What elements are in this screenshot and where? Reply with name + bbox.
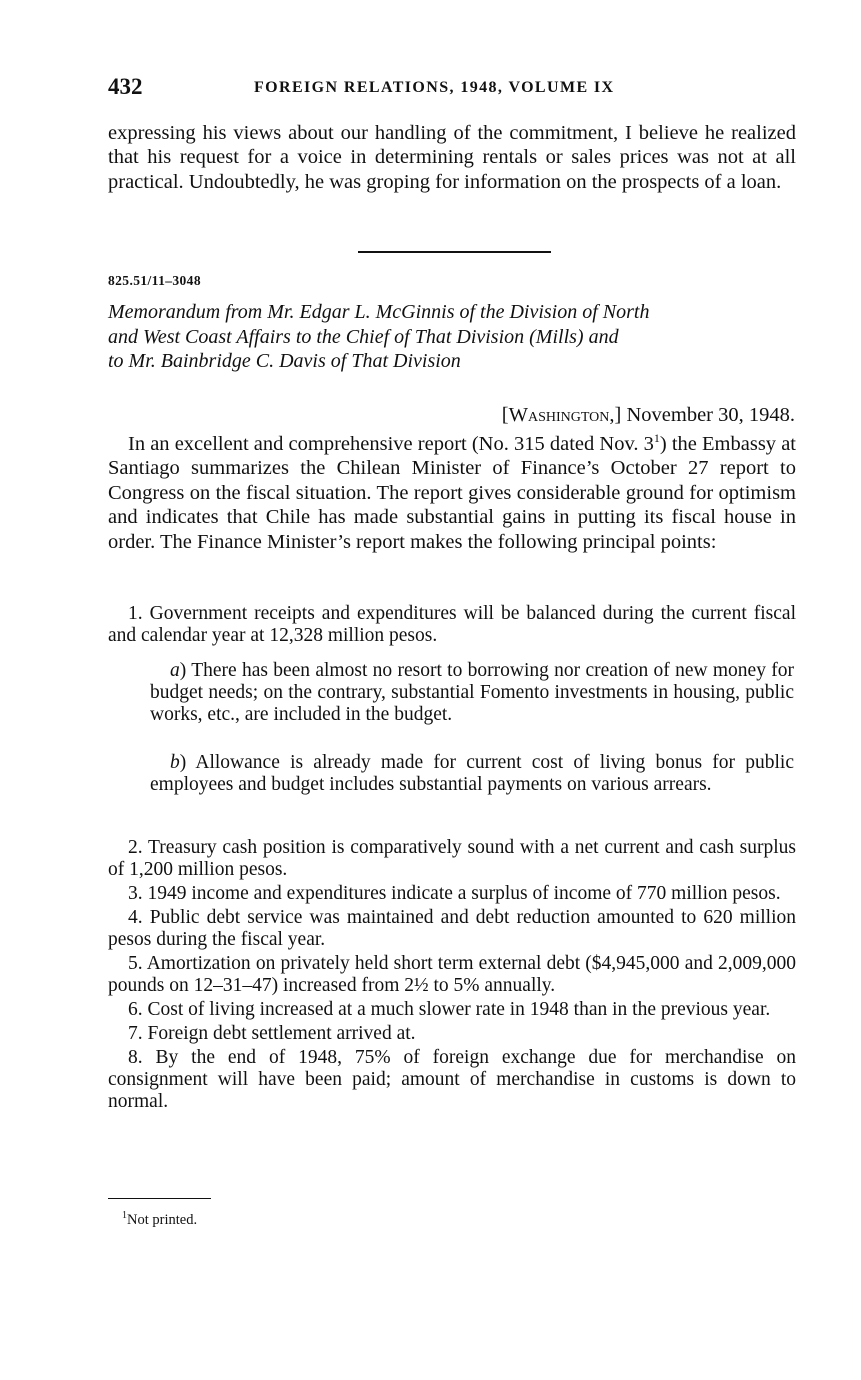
intro-text-continued: ) the Embassy at Santiago summarizes the Chilean Minister of Finance’s October 27 report to Congress on the fiscal situation. The report gives considerable ground for optimism and indicates that Chile has made substantial gains in putting its fiscal house in order. The Finance Minister’s report makes the following principal points: <box>108 433 796 553</box>
sub-item <box>150 660 794 726</box>
continuation-paragraph: expressing his views about our handling of the commitment, I believe he realized that his request for a voice in determining rentals or sales prices was not at all practical. Undoubtedly, he was groping for information on the prospects of a loan. <box>108 122 796 193</box>
file-number: 825.51/11–3048 <box>108 273 201 288</box>
list-item: 6. Cost of living increased at a much slower rate in 1948 than in the previous year. <box>128 999 771 1020</box>
sub-item <box>150 752 794 796</box>
footnote-text: Not printed. <box>127 1212 198 1228</box>
title-line: Memorandum from Mr. Edgar L. McGinnis of the Division of North <box>108 301 650 323</box>
points-list <box>108 837 796 1115</box>
footnote-marker: 1 <box>122 1210 127 1222</box>
list-item: 4. Public debt service was maintained and debt reduction amounted to 620 million pesos during the fiscal year. <box>108 907 796 950</box>
list-item: 8. By the end of 1948, 75% of foreign exchange due for merchandise on consignment will have been paid; amount of merchandise in customs is down to normal. <box>108 1047 796 1112</box>
intro-text: In an excellent and comprehensive report (No. 315 dated Nov. 3 <box>128 433 654 455</box>
page-number: 432 <box>108 74 143 99</box>
list-item: 3. 1949 income and expenditures indicate a surplus of income of 770 million pesos. <box>128 883 781 904</box>
title-line: to Mr. Bainbridge C. Davis of That Division <box>108 350 461 372</box>
footnote-rule <box>108 1198 211 1199</box>
list-item: 7. Foreign debt settlement arrived at. <box>128 1023 416 1044</box>
dateline <box>502 404 795 427</box>
sub-item-text: ) Allowance is already made for current cost of living bonus for public employees and budget includes substantial payments on various arrears. <box>150 752 794 795</box>
sub-item-letter: b <box>170 752 180 773</box>
intro-paragraph <box>108 432 796 554</box>
sub-item-letter: a <box>170 660 180 681</box>
page-header <box>108 74 798 104</box>
document-title <box>108 300 798 374</box>
dateline-date: November 30, 1948. <box>626 404 795 426</box>
section-divider <box>358 251 551 253</box>
sub-item-text: ) There has been almost no resort to borrowing nor creation of new money for budget needs; on the contrary, substantial Fomento investments in housing, public works, etc., are included in the budget. <box>150 660 794 725</box>
running-head: FOREIGN RELATIONS, 1948, VOLUME IX <box>254 79 615 96</box>
points-list <box>108 603 796 647</box>
list-item: 5. Amortization on privately held short term external debt ($4,945,000 and 2,009,000 pounds on 12–31–47) increased from 2½ to 5% annually. <box>108 953 796 996</box>
dateline-place: [Washington,] <box>501 404 622 426</box>
footnote-reference: 1 <box>653 431 660 446</box>
title-line: and West Coast Affairs to the Chief of That Division (Mills) and <box>108 325 619 348</box>
list-item: 1. Government receipts and expenditures will be balanced during the current fiscal and calendar year at 12,328 million pesos. <box>108 603 796 646</box>
list-item: 2. Treasury cash position is comparatively sound with a net current and cash surplus of 1,200 million pesos. <box>108 837 796 880</box>
footnote <box>122 1212 197 1229</box>
